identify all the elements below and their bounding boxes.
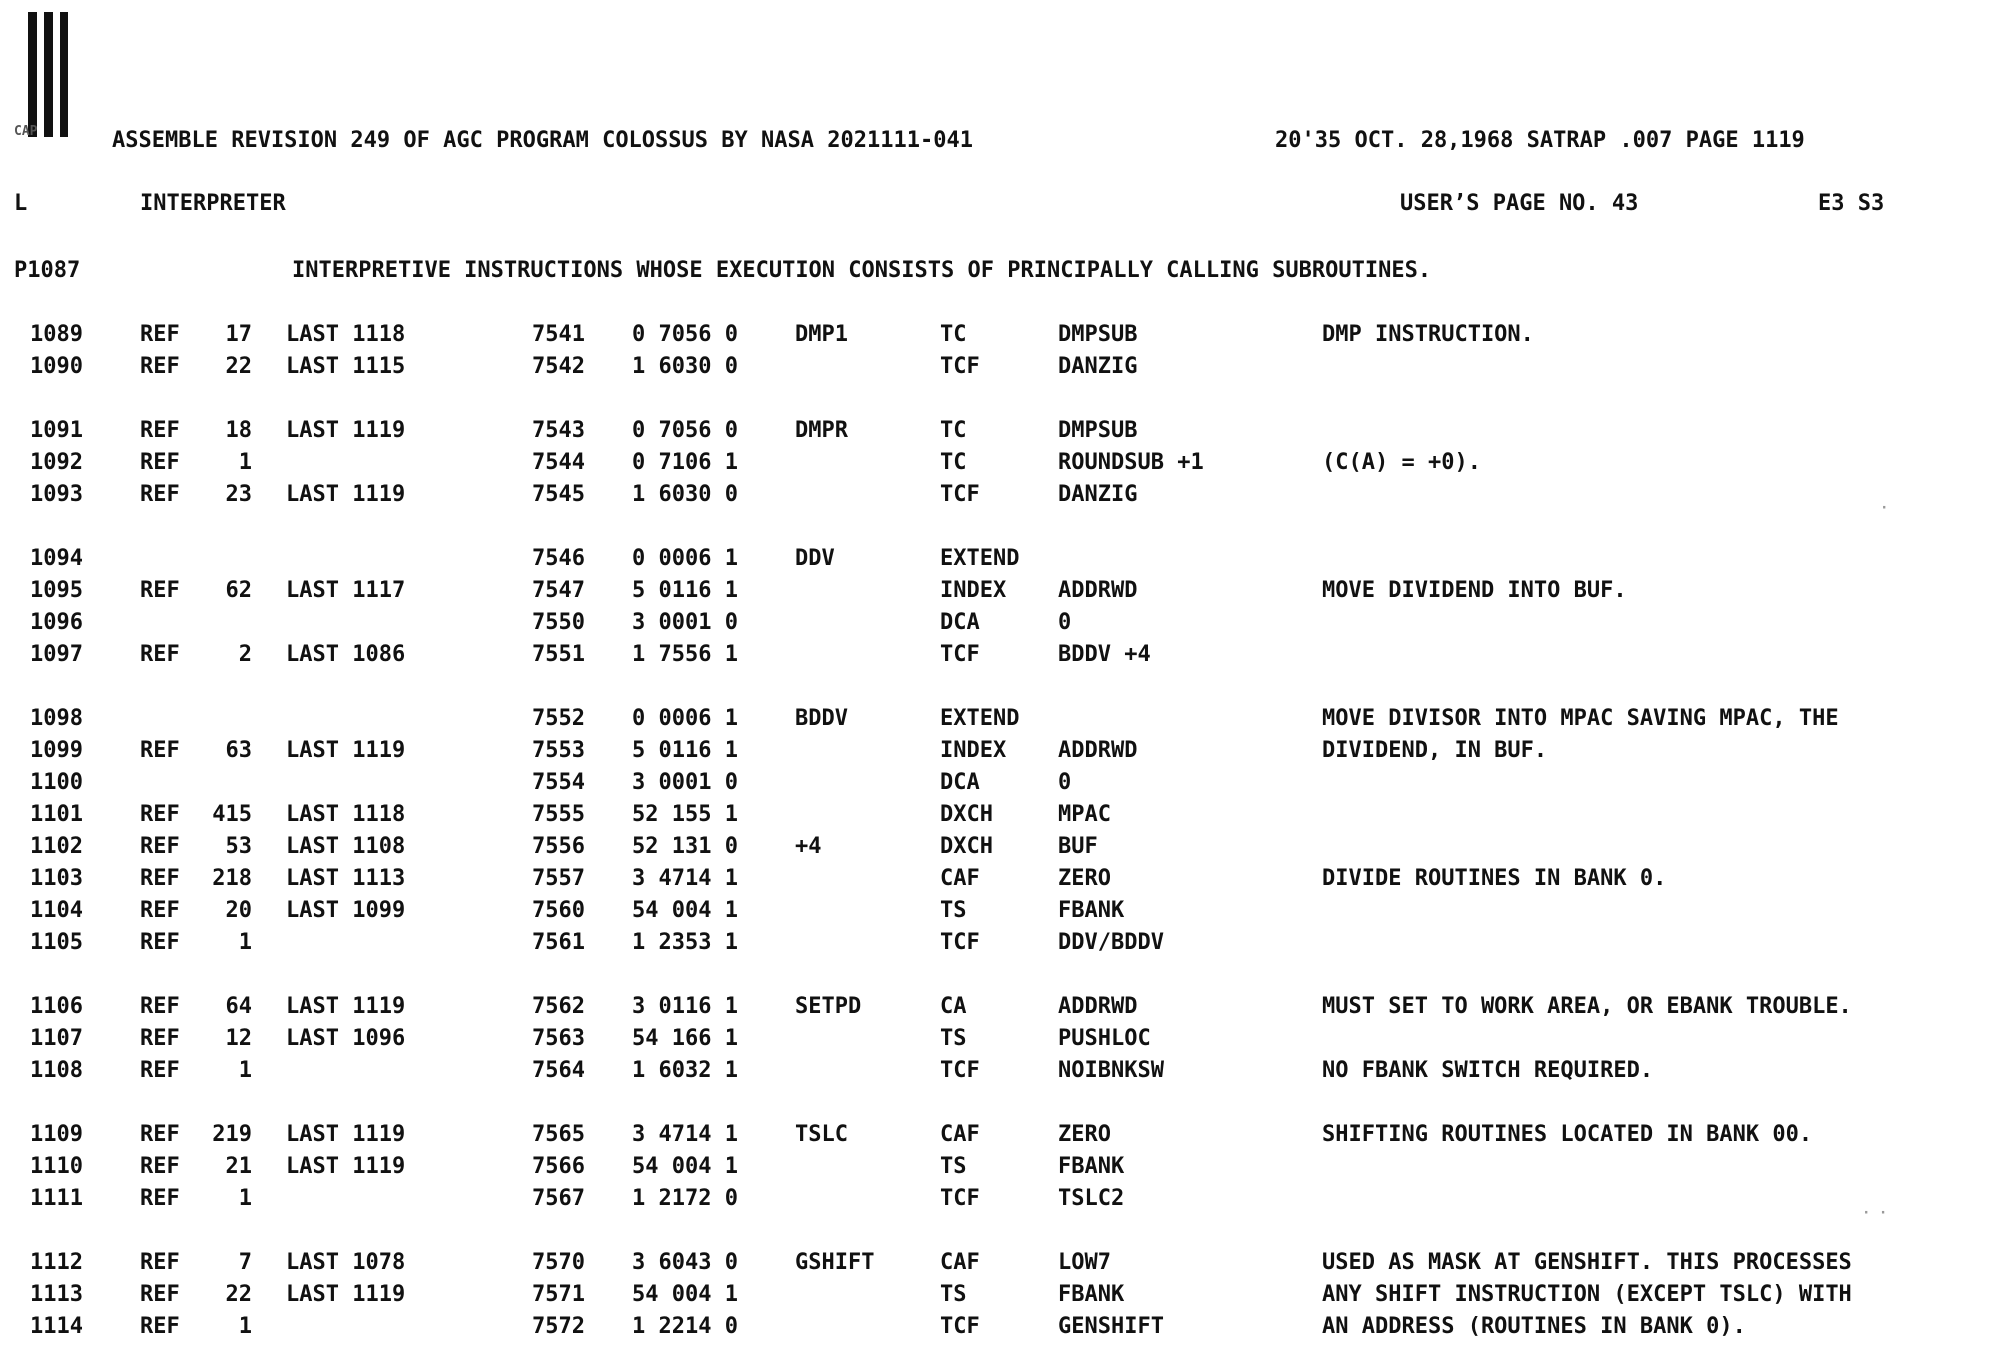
last-ref: LAST 1115 <box>286 354 406 379</box>
operand: ADDRWD <box>1058 578 1138 603</box>
octal-word: 1 2353 1 <box>632 930 738 955</box>
comment: (C(A) = +0). <box>1322 450 1481 475</box>
octal-word: 1 6032 1 <box>632 1058 738 1083</box>
ref-tag: REF <box>140 450 180 475</box>
symbol-label: DMPR <box>795 418 848 443</box>
octal-word: 3 0001 0 <box>632 770 738 795</box>
octal-word: 0 0006 1 <box>632 706 738 731</box>
octal-word: 52 131 0 <box>632 834 738 859</box>
operand: FBANK <box>1058 898 1125 923</box>
symbol-label: TSLC <box>795 1122 848 1147</box>
address: 7565 <box>532 1122 585 1147</box>
symbol-label: +4 <box>795 834 822 859</box>
header-line2-code: L <box>14 191 28 216</box>
comment: MOVE DIVISOR INTO MPAC SAVING MPAC, THE <box>1322 706 1839 731</box>
line-number: 1089 <box>30 322 83 347</box>
address: 7566 <box>532 1154 585 1179</box>
ref-count: 2 <box>238 642 252 667</box>
listing-row <box>0 930 1995 960</box>
opcode: CAF <box>940 1250 980 1275</box>
opcode: TCF <box>940 1058 980 1083</box>
operand: ZERO <box>1058 1122 1111 1147</box>
listing-row <box>0 354 1995 384</box>
listing-row <box>0 1058 1995 1088</box>
ref-count: 1 <box>238 1314 252 1339</box>
ref-count: 22 <box>225 354 252 379</box>
line-number: 1114 <box>30 1314 83 1339</box>
listing-row <box>0 994 1995 1024</box>
ref-count: 12 <box>225 1026 252 1051</box>
line-number: 1106 <box>30 994 83 1019</box>
address: 7553 <box>532 738 585 763</box>
comment: DIVIDEND, IN BUF. <box>1322 738 1548 763</box>
line-number: 1098 <box>30 706 83 731</box>
address: 7557 <box>532 866 585 891</box>
ref-tag: REF <box>140 738 180 763</box>
opcode: EXTEND <box>940 546 1020 571</box>
symbol-label: GSHIFT <box>795 1250 875 1275</box>
line-number: 1109 <box>30 1122 83 1147</box>
line-number: 1090 <box>30 354 83 379</box>
listing-row <box>0 1282 1995 1312</box>
last-ref: LAST 1096 <box>286 1026 406 1051</box>
octal-word: 1 6030 0 <box>632 482 738 507</box>
ref-tag: REF <box>140 1058 180 1083</box>
last-ref: LAST 1113 <box>286 866 406 891</box>
last-ref: LAST 1078 <box>286 1250 406 1275</box>
operand: PUSHLOC <box>1058 1026 1151 1051</box>
address: 7552 <box>532 706 585 731</box>
punch-bars-icon <box>14 12 82 142</box>
symbol-label: BDDV <box>795 706 848 731</box>
opcode: INDEX <box>940 578 1007 603</box>
opcode: DXCH <box>940 802 993 827</box>
ref-count: 7 <box>238 1250 252 1275</box>
last-ref: LAST 1117 <box>286 578 406 603</box>
line-number: 1097 <box>30 642 83 667</box>
operand: FBANK <box>1058 1282 1125 1307</box>
ref-tag: REF <box>140 354 180 379</box>
ref-count: 18 <box>225 418 252 443</box>
ref-count: 62 <box>225 578 252 603</box>
octal-word: 54 004 1 <box>632 1282 738 1307</box>
operand: DMPSUB <box>1058 322 1138 347</box>
line-number: 1107 <box>30 1026 83 1051</box>
last-ref: LAST 1119 <box>286 1154 406 1179</box>
line-number: 1096 <box>30 610 83 635</box>
address: 7550 <box>532 610 585 635</box>
address: 7572 <box>532 1314 585 1339</box>
header-line2-title: INTERPRETER <box>140 191 286 216</box>
octal-word: 3 4714 1 <box>632 1122 738 1147</box>
opcode: DXCH <box>940 834 993 859</box>
operand: DDV/BDDV <box>1058 930 1164 955</box>
listing-row <box>0 1026 1995 1056</box>
ref-count: 1 <box>238 1058 252 1083</box>
ref-count: 415 <box>212 802 252 827</box>
listing-row <box>0 1154 1995 1184</box>
scan-speck: · · <box>1862 1205 1888 1221</box>
comment: DMP INSTRUCTION. <box>1322 322 1534 347</box>
line-number: 1113 <box>30 1282 83 1307</box>
header-line3-text: INTERPRETIVE INSTRUCTIONS WHOSE EXECUTION CONSISTS OF PRINCIPALLY CALLING SUBROUTINES. <box>292 258 1432 283</box>
last-ref: LAST 1118 <box>286 322 406 347</box>
address: 7562 <box>532 994 585 1019</box>
opcode: TS <box>940 1154 967 1179</box>
opcode: TCF <box>940 354 980 379</box>
last-ref: LAST 1119 <box>286 738 406 763</box>
ref-tag: REF <box>140 930 180 955</box>
opcode: TC <box>940 450 967 475</box>
octal-word: 1 7556 1 <box>632 642 738 667</box>
opcode: TS <box>940 898 967 923</box>
operand: ZERO <box>1058 866 1111 891</box>
ref-tag: REF <box>140 322 180 347</box>
opcode: TCF <box>940 1186 980 1211</box>
ref-count: 1 <box>238 930 252 955</box>
symbol-label: SETPD <box>795 994 862 1019</box>
octal-word: 1 2214 0 <box>632 1314 738 1339</box>
operand: GENSHIFT <box>1058 1314 1164 1339</box>
line-number: 1099 <box>30 738 83 763</box>
address: 7543 <box>532 418 585 443</box>
listing-row <box>0 322 1995 352</box>
listing-row <box>0 1250 1995 1280</box>
last-ref: LAST 1108 <box>286 834 406 859</box>
line-number: 1112 <box>30 1250 83 1275</box>
last-ref: LAST 1086 <box>286 642 406 667</box>
line-number: 1094 <box>30 546 83 571</box>
line-number: 1100 <box>30 770 83 795</box>
octal-word: 0 7056 0 <box>632 322 738 347</box>
listing-row <box>0 706 1995 736</box>
opcode: TCF <box>940 642 980 667</box>
operand: LOW7 <box>1058 1250 1111 1275</box>
ref-count: 63 <box>225 738 252 763</box>
header-line3-code: P1087 <box>14 258 81 283</box>
listing-row <box>0 546 1995 576</box>
address: 7547 <box>532 578 585 603</box>
ref-tag: REF <box>140 1026 180 1051</box>
last-ref: LAST 1119 <box>286 482 406 507</box>
octal-word: 1 6030 0 <box>632 354 738 379</box>
address: 7545 <box>532 482 585 507</box>
opcode: TS <box>940 1282 967 1307</box>
operand: DANZIG <box>1058 482 1138 507</box>
listing-row <box>0 642 1995 672</box>
line-number: 1105 <box>30 930 83 955</box>
address: 7560 <box>532 898 585 923</box>
ref-tag: REF <box>140 866 180 891</box>
ref-tag: REF <box>140 994 180 1019</box>
operand: NOIBNKSW <box>1058 1058 1164 1083</box>
listing-row <box>0 770 1995 800</box>
line-number: 1102 <box>30 834 83 859</box>
octal-word: 0 0006 1 <box>632 546 738 571</box>
listing-row <box>0 450 1995 480</box>
comment: ANY SHIFT INSTRUCTION (EXCEPT TSLC) WITH <box>1322 1282 1852 1307</box>
operand: FBANK <box>1058 1154 1125 1179</box>
comment: MOVE DIVIDEND INTO BUF. <box>1322 578 1627 603</box>
octal-word: 3 6043 0 <box>632 1250 738 1275</box>
ref-count: 17 <box>225 322 252 347</box>
operand: BDDV +4 <box>1058 642 1151 667</box>
octal-word: 0 7106 1 <box>632 450 738 475</box>
ref-count: 1 <box>238 1186 252 1211</box>
line-number: 1108 <box>30 1058 83 1083</box>
address: 7561 <box>532 930 585 955</box>
address: 7556 <box>532 834 585 859</box>
operand: TSLC2 <box>1058 1186 1125 1211</box>
octal-word: 54 004 1 <box>632 898 738 923</box>
operand: 0 <box>1058 770 1072 795</box>
header-line1-left: ASSEMBLE REVISION 249 OF AGC PROGRAM COLOSSUS BY NASA 2021111-041 <box>112 128 973 153</box>
opcode: TCF <box>940 1314 980 1339</box>
ref-count: 219 <box>212 1122 252 1147</box>
opcode: EXTEND <box>940 706 1020 731</box>
comment: DIVIDE ROUTINES IN BANK 0. <box>1322 866 1667 891</box>
last-ref: LAST 1119 <box>286 418 406 443</box>
opcode: TCF <box>940 482 980 507</box>
operand: ROUNDSUB +1 <box>1058 450 1204 475</box>
ref-count: 20 <box>225 898 252 923</box>
address: 7555 <box>532 802 585 827</box>
ref-count: 64 <box>225 994 252 1019</box>
listing-row <box>0 482 1995 512</box>
octal-word: 5 0116 1 <box>632 738 738 763</box>
address: 7542 <box>532 354 585 379</box>
address: 7563 <box>532 1026 585 1051</box>
ref-tag: REF <box>140 1282 180 1307</box>
comment: MUST SET TO WORK AREA, OR EBANK TROUBLE. <box>1322 994 1852 1019</box>
operand: ADDRWD <box>1058 994 1138 1019</box>
octal-word: 3 4714 1 <box>632 866 738 891</box>
operand: 0 <box>1058 610 1072 635</box>
address: 7546 <box>532 546 585 571</box>
address: 7567 <box>532 1186 585 1211</box>
octal-word: 3 0116 1 <box>632 994 738 1019</box>
symbol-label: DMP1 <box>795 322 848 347</box>
ref-tag: REF <box>140 898 180 923</box>
ref-count: 23 <box>225 482 252 507</box>
opcode: CA <box>940 994 967 1019</box>
listing-row <box>0 1186 1995 1216</box>
ref-tag: REF <box>140 1186 180 1211</box>
octal-word: 52 155 1 <box>632 802 738 827</box>
line-number: 1111 <box>30 1186 83 1211</box>
opcode: DCA <box>940 610 980 635</box>
listing-row <box>0 1314 1995 1344</box>
line-number: 1093 <box>30 482 83 507</box>
opcode: DCA <box>940 770 980 795</box>
ref-count: 21 <box>225 1154 252 1179</box>
line-number: 1095 <box>30 578 83 603</box>
line-number: 1104 <box>30 898 83 923</box>
line-number: 1092 <box>30 450 83 475</box>
listing-row <box>0 866 1995 896</box>
listing-row <box>0 1122 1995 1152</box>
ref-tag: REF <box>140 642 180 667</box>
listing-row <box>0 834 1995 864</box>
last-ref: LAST 1119 <box>286 1122 406 1147</box>
listing-row <box>0 610 1995 640</box>
line-number: 1110 <box>30 1154 83 1179</box>
ref-tag: REF <box>140 482 180 507</box>
operand: DMPSUB <box>1058 418 1138 443</box>
ref-count: 1 <box>238 450 252 475</box>
listing-row <box>0 578 1995 608</box>
octal-word: 3 0001 0 <box>632 610 738 635</box>
ref-count: 53 <box>225 834 252 859</box>
ref-tag: REF <box>140 1154 180 1179</box>
ref-tag: REF <box>140 1250 180 1275</box>
last-ref: LAST 1119 <box>286 1282 406 1307</box>
address: 7554 <box>532 770 585 795</box>
listing-row <box>0 738 1995 768</box>
line-number: 1101 <box>30 802 83 827</box>
address: 7551 <box>532 642 585 667</box>
ref-tag: REF <box>140 578 180 603</box>
listing-row <box>0 802 1995 832</box>
comment: USED AS MASK AT GENSHIFT. THIS PROCESSES <box>1322 1250 1852 1275</box>
address: 7570 <box>532 1250 585 1275</box>
listing-row <box>0 418 1995 448</box>
opcode: TCF <box>940 930 980 955</box>
address: 7564 <box>532 1058 585 1083</box>
header-line2-user-page: USER’S PAGE NO. 43 <box>1400 191 1639 216</box>
ref-tag: REF <box>140 802 180 827</box>
opcode: TC <box>940 322 967 347</box>
ref-count: 218 <box>212 866 252 891</box>
octal-word: 54 004 1 <box>632 1154 738 1179</box>
comment: AN ADDRESS (ROUTINES IN BANK 0). <box>1322 1314 1746 1339</box>
ref-count: 22 <box>225 1282 252 1307</box>
octal-word: 5 0116 1 <box>632 578 738 603</box>
symbol-label: DDV <box>795 546 835 571</box>
opcode: INDEX <box>940 738 1007 763</box>
operand: DANZIG <box>1058 354 1138 379</box>
ref-tag: REF <box>140 1314 180 1339</box>
header-line1-right: 20'35 OCT. 28,1968 SATRAP .007 PAGE 1119 <box>1275 128 1805 153</box>
opcode: TC <box>940 418 967 443</box>
address: 7571 <box>532 1282 585 1307</box>
address: 7541 <box>532 322 585 347</box>
octal-word: 54 166 1 <box>632 1026 738 1051</box>
scan-speck: · <box>1880 500 1889 516</box>
ref-tag: REF <box>140 1122 180 1147</box>
ref-tag: REF <box>140 418 180 443</box>
comment: NO FBANK SWITCH REQUIRED. <box>1322 1058 1654 1083</box>
opcode: TS <box>940 1026 967 1051</box>
operand: BUF <box>1058 834 1098 859</box>
operand: ADDRWD <box>1058 738 1138 763</box>
opcode: CAF <box>940 1122 980 1147</box>
last-ref: LAST 1099 <box>286 898 406 923</box>
address: 7544 <box>532 450 585 475</box>
octal-word: 0 7056 0 <box>632 418 738 443</box>
ref-tag: REF <box>140 834 180 859</box>
octal-word: 1 2172 0 <box>632 1186 738 1211</box>
line-number: 1103 <box>30 866 83 891</box>
punch-stub-text: CAP <box>14 124 38 139</box>
line-number: 1091 <box>30 418 83 443</box>
comment: SHIFTING ROUTINES LOCATED IN BANK 00. <box>1322 1122 1813 1147</box>
last-ref: LAST 1118 <box>286 802 406 827</box>
opcode: CAF <box>940 866 980 891</box>
last-ref: LAST 1119 <box>286 994 406 1019</box>
operand: MPAC <box>1058 802 1111 827</box>
header-line2-ebank: E3 S3 <box>1818 191 1885 216</box>
listing-row <box>0 898 1995 928</box>
